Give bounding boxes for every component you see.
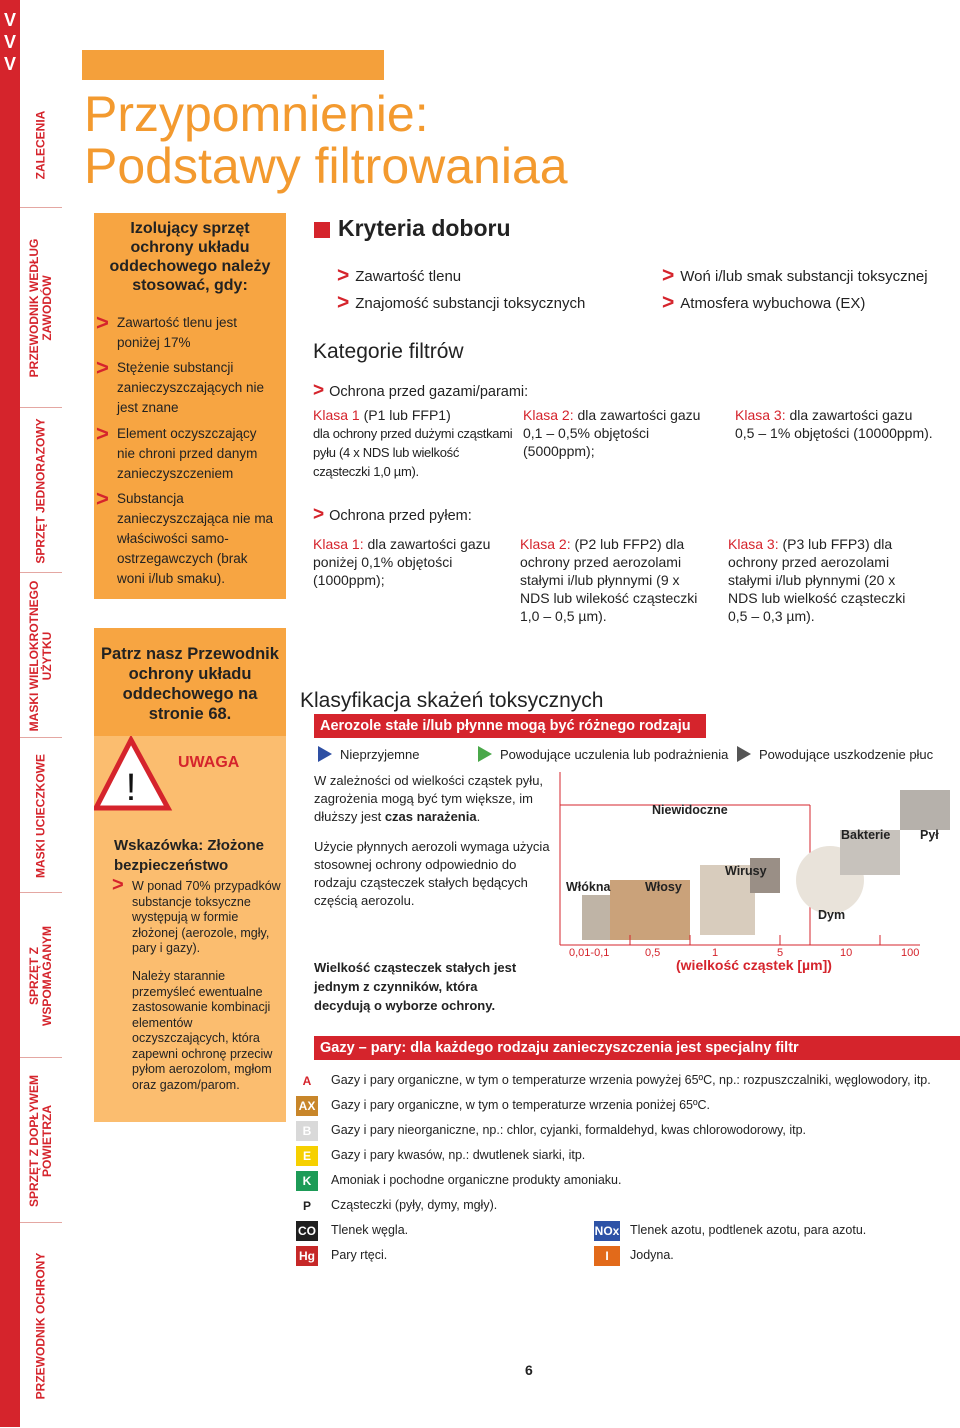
criteria-item [337,291,585,315]
filter-code-badge: CO [296,1221,318,1241]
criteria-item-text: Atmosfera wybuchowa (EX) [680,295,866,312]
filter-code-desc: Tlenek węgla. [331,1223,409,1237]
class-name: Klasa 1: [313,536,364,552]
class-rest: (P2 lub FFP2) dla [570,536,685,552]
para-text: W zależności od wielkości cząstek pyłu, zagrożenia mogą być tym większe, im dłuższy jest [314,773,544,824]
box-title: Izolujący sprzęt ochrony układu oddechowego należy stosować, gdy: [109,220,271,294]
sidebar-item-doplywem[interactable] [20,1057,62,1223]
page-title [84,88,568,192]
gas-class-2 [523,406,723,460]
filter-code-badge: P [296,1196,318,1216]
gas-class-1 [313,406,518,481]
page-number: 6 [525,1362,533,1378]
gas-protection-heading [313,380,528,402]
chevron-right-icon: > [337,264,350,287]
see-guide-text: Patrz nasz Przewodnik ochrony układu oddechowego na stronie 68. [101,645,279,723]
sidebar-item-wielokrotnego[interactable] [20,572,62,738]
sidebar-item-jednorazowy[interactable] [20,407,62,573]
chevron-right-icon: > [112,874,124,896]
scale-label: 0,5 [645,947,661,959]
criteria-heading [314,215,511,242]
scale-label: 5 [777,947,784,959]
filter-code-desc: Amoniak i pochodne organiczne produkty amoniaku. [331,1173,622,1187]
criteria-item [662,264,928,288]
filter-code-badge: B [296,1121,318,1141]
filter-code-desc: Gazy i pary kwasów, np.: dwutlenek siarki, itp. [331,1148,586,1162]
filter-code-desc: Cząsteczki (pyły, dymy, mgły). [331,1198,498,1212]
sidebar-item-label: ZALECENIA [33,110,48,179]
gases-band: Gazy – pary: dla każdego rodzaju zanieczyszczenia jest specjalny filtr [314,1036,960,1060]
chevron-right-icon: > [662,264,675,287]
sidebar-item-label: PRZEWODNIK WEDŁUG ZAWODÓW [27,238,54,378]
dust-class-3 [728,535,908,625]
filter-code-badge: AX [296,1096,318,1116]
warning-note: Należy starannie przemyśleć ewentualne zastosowanie kombinacji elementów oczyszczających, która zapewni ochronę przeciw pyłom aerozolom, mgłom oraz gazom/parom. [132,969,273,1092]
filter-code-desc: Gazy i pary nieorganiczne, np.: chlor, cyjanki, formaldehyd, kwas chlorowodorowy, itp. [331,1123,806,1137]
square-bullet-icon [314,222,330,238]
warning-label: UWAGA [178,754,240,771]
filter-code-badge: I [594,1246,620,1266]
class-rest: (P3 lub FFP3) dla [778,536,893,552]
legend-label: Powodujące uczulenia lub podrażnienia [500,747,729,762]
criteria-item [337,264,461,288]
scale-caption: (wielkość cząstek [µm]) [676,957,832,973]
label-smoke: Dym [818,908,846,922]
sidebar-item-label: MASKI WIELOKROTNEGO UŻYTKU [27,580,54,731]
list-item-text: Substancja zanieczyszczająca nie ma właściwości samo-ostrzegawczych (brak woni i/lub smaku). [117,491,274,586]
play-triangle-icon [318,746,332,762]
criteria-item-text: Zawartość tlenu [355,268,462,285]
label-viruses: Wirusy [725,864,767,878]
sidebar-item-wspomaganym[interactable] [20,892,62,1058]
scale-label: 100 [901,947,920,959]
legend-label: Powodujące uszkodzenie płuc [759,747,934,762]
class-name: Klasa 1 [313,407,360,423]
chevron-right-icon: > [313,380,325,401]
sidebar-letter: V [3,32,16,52]
legend-label: Nieprzyjemne [340,747,420,762]
dust-class-2 [520,535,700,625]
criteria-heading-text: Kryteria doboru [338,215,511,241]
list-item-text: Element oczyszczający nie chroni przed danym zanieczyszczeniem [117,426,258,481]
filter-code-badge: E [296,1146,318,1166]
filters-heading: Kategorie filtrów [313,340,464,363]
criteria-item [662,291,865,315]
filter-code-desc: Gazy i pary organiczne, w tym o temperaturze wrzenia powyżej 65ºC, np.: rozpuszczalniki, węglowodory, itp. [331,1073,931,1087]
list-item-text: Stężenie substancji zanieczyszczających nie jest znane [117,360,265,415]
class-name: Klasa 2: [523,407,574,423]
label-hair: Włosy [645,880,682,894]
sidebar-red-strip [0,0,20,1427]
particle-size-illustration [540,760,960,960]
chevron-right-icon: > [96,486,109,511]
filter-code-badge: A [296,1071,318,1091]
filter-code-desc: Tlenek azotu, podtlenek azotu, para azotu. [630,1223,867,1237]
classification-para-1 [314,772,554,826]
chevron-right-icon: > [337,291,350,314]
play-triangle-icon [478,746,492,762]
warning-box [94,736,286,1122]
warning-bullet: W ponad 70% przypadków substancje toksyczne występują w formie złożonej (aerozole, mgły, pary i gazy). [132,879,281,955]
sidebar-letter: V [3,54,16,74]
class-rest: dla zawartości gazu [573,407,701,423]
header-accent-bar [82,50,384,80]
criteria-item-text: Woń i/lub smak substancji toksycznej [680,268,928,285]
warning-triangle-icon [94,736,174,816]
subheading-text: Ochrona przed gazami/parami: [329,384,529,400]
svg-text:!: ! [125,767,137,809]
chevron-right-icon: > [96,355,109,380]
classification-heading: Klasyfikacja skażeń toksycznych [300,689,604,712]
label-bacteria: Bakterie [841,828,891,842]
filter-code-badge: NOx [594,1221,620,1241]
dust-photo [900,790,950,830]
sidebar-item-ucieczkowe[interactable] [20,737,62,893]
class-desc: ochrony przed aerozolami stałymi i/lub płynnymi (9 x NDS lub wilekość cząsteczki 1,0 – 0,5 µm). [520,554,698,624]
list-item-text: Zawartość tlenu jest poniżej 17% [117,315,238,350]
see-guide-box[interactable] [94,628,286,736]
class-desc: dla ochrony przed dużymi cząstkami pyłu (4 x NDS lub wielkość cząsteczki 1,0 µm). [313,426,513,479]
page-title-line2: Podstawy filtrowaniaa [84,138,568,194]
scale-label: 1 [712,947,719,959]
class-desc: poniżej 0,1% objętości (1000ppm); [313,554,453,588]
page-title-line1: Przypomnienie: [84,86,429,142]
class-rest: dla zawartości gazu [363,536,491,552]
aerosol-band: Aerozole stałe i/lub płynne mogą być różnego rodzaju [314,714,706,738]
sidebar-letter: V [3,10,16,30]
sidebar-item-label: PRZEWODNIK OCHRONY [33,1252,48,1399]
chevron-right-icon: > [96,310,109,335]
subheading-text: Ochrona przed pyłem: [329,508,472,524]
dust-protection-heading [313,504,472,526]
dust-class-1 [313,535,513,589]
scale-label: 0,01-0,1 [569,947,610,959]
chevron-right-icon: > [96,421,109,446]
chevron-right-icon: > [313,504,325,525]
class-name: Klasa 3: [728,536,779,552]
para-text: . [476,809,481,824]
class-rest: (P1 lub FFP1) [359,407,451,423]
sidebar-item-label: MASKI UCIECZKOWE [33,753,48,878]
class-name: Klasa 3: [735,407,786,423]
classification-para-2: Użycie płynnych aerozoli wymaga użycia stosownej ochrony odpowiednio do rodzaju cząsteczek stałych będących częścią aerozolu. [314,839,550,908]
sidebar [0,0,62,1427]
class-name: Klasa 2: [520,536,571,552]
sidebar-item-label: SPRZĘT Z WSPOMAGANYM [27,925,54,1026]
filter-code-desc: Jodyna. [630,1248,674,1262]
sidebar-item-przewodnik-zawodow[interactable] [20,207,62,408]
label-invisible: Niewidoczne [652,803,728,817]
filter-code-desc: Pary rtęci. [331,1248,388,1262]
class-desc: 0,5 – 1% objętości (10000ppm). [735,425,933,441]
label-dust: Pył [920,828,939,842]
sidebar-item-przewodnik-ochrony[interactable] [20,1222,62,1428]
class-rest: dla zawartości gazu [785,407,913,423]
gas-class-3 [735,406,935,442]
sidebar-item-label: SPRZĘT JEDNORAZOWY [33,417,48,564]
chevron-right-icon: > [662,291,675,314]
filter-code-badge: Hg [296,1246,318,1266]
sidebar-item-zalecenia[interactable] [20,82,62,207]
para-emphasis: czas narażenia [384,809,477,824]
class-desc: 0,1 – 0,5% objętości (5000ppm); [523,425,650,459]
isolating-equipment-box [94,213,286,599]
scale-label: 10 [840,947,853,959]
classification-para-3: Wielkość cząsteczek stałych jest jednym z czynników, która decydują o wyborze ochrony. [314,960,517,1013]
label-fibers: Włókna [566,880,611,894]
filter-code-badge: K [296,1171,318,1191]
class-desc: ochrony przed aerozolami stałymi i/lub płynnymi (20 x NDS lub wielkość cząsteczki 0,5 – 0,3 µm). [728,554,906,624]
warning-title: Wskazówka: Złożone bezpieczeństwo [114,837,265,874]
criteria-item-text: Znajomość substancji toksycznych [355,295,586,312]
filter-code-desc: Gazy i pary organiczne, w tym o temperaturze wrzenia poniżej 65ºC. [331,1098,711,1112]
sidebar-item-label: SPRZĘT Z DOPŁYWEM POWIETRZA [27,1074,54,1207]
